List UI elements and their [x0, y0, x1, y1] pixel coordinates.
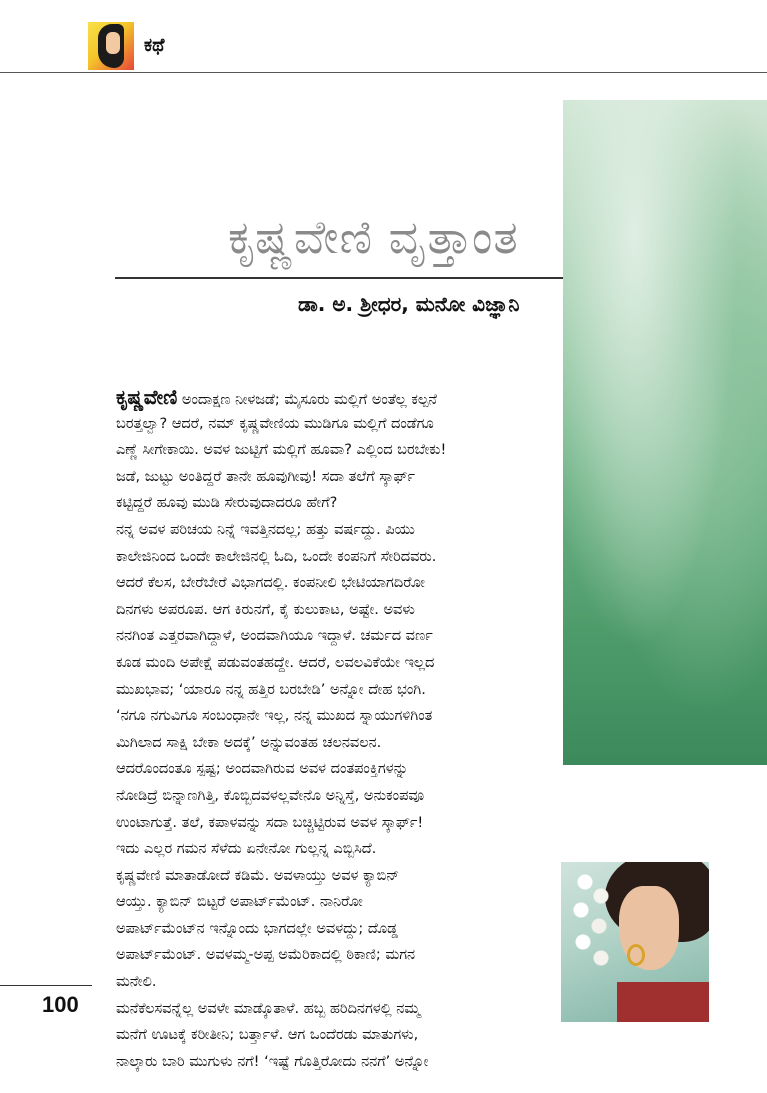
- body-line: ಜಡೆ, ಜುಟ್ಟು ಅಂತಿದ್ದರೆ ತಾನೇ ಹೂವುಗೀವು! ಸದಾ ತಲೆಗೆ ಸ್ಕಾರ್ಫ್: [116, 468, 415, 485]
- body-line: ಮಿಗಿಲಾದ ಸಾಕ್ಷಿ ಬೇಕಾ ಅದಕ್ಕೆ’ ಅನ್ನುವಂತಹ ಚಲನವಲನ.: [116, 734, 382, 751]
- decorative-green-panel: [563, 100, 767, 765]
- page-number-rule: [0, 985, 92, 986]
- body-line: ನನ್ನ ಅವಳ ಪರಿಚಯ ನಿನ್ನೆ ಇವತ್ತಿನದಲ್ಲ; ಹತ್ತು ವರ್ಷದ್ದು. ಪಿಯು: [116, 521, 415, 538]
- body-line: ಕೂಡ ಮಂದಿ ಅಪೇಕ್ಷೆ ಪಡುವಂತಹದ್ದೇ. ಆದರೆ, ಲವಲವಿಕೆಯೇ ಇಲ್ಲದ: [116, 654, 435, 671]
- body-line: ಇದು ಎಲ್ಲರ ಗಮನ ಸೆಳೆದು ಏನೇನೋ ಗುಲ್ಲನ್ನ ಎಬ್ಬಿಸಿದೆ.: [116, 841, 377, 858]
- section-label: ಕಥೆ: [144, 35, 165, 56]
- body-line: ಉಂಟಾಗುತ್ತೆ. ತಲೆ, ಕಪಾಳವನ್ನು ಸದಾ ಬಚ್ಚಿಟ್ಟಿರುವ ಅವಳ ಸ್ಕಾರ್ಫ್!: [116, 814, 424, 831]
- body-line: ಅಪಾರ್ಟ್‌ಮೆಂಟ್. ಅವಳಮ್ಮ-ಅಪ್ಪ ಅಮೆರಿಕಾದಲ್ಲಿ ಠಿಕಾಣಿ; ಮಗನ: [116, 947, 416, 964]
- body-line: ಮನೆಕೆಲಸವನ್ನೆಲ್ಲ ಅವಳೇ ಮಾಡ್ಕೊತಾಳೆ. ಹಬ್ಬ ಹರಿದಿನಗಳಲ್ಲಿ ನಮ್ಮ: [116, 1000, 421, 1017]
- body-line: ನನಗಿಂತ ಎತ್ತರವಾಗಿದ್ದಾಳೆ, ಅಂದವಾಗಿಯೂ ಇದ್ದಾಳೆ. ಚರ್ಮದ ವರ್ಣ: [116, 628, 433, 645]
- drop-word: ಕೃಷ್ಣವೇಣಿ: [116, 385, 178, 409]
- body-line: ನೋಡಿದ್ರೆ ಬಿನ್ನಾಣಗಿತ್ತಿ, ಕೊಬ್ಬಿದವಳಲ್ಲವೇನೊ ಅನ್ನಿಸ್ತೆ, ಅನುಕಂಪವೂ: [116, 787, 425, 804]
- earring: [627, 944, 645, 966]
- page-number: 100: [42, 992, 79, 1017]
- body-line: ಆಯ್ತು. ಕ್ಯಾಬಿನ್ ಬಿಟ್ಟರೆ ಅಪಾರ್ಟ್‌ಮೆಂಟ್. ನಾನಿರೋ: [116, 894, 363, 911]
- section-logo: [88, 22, 134, 70]
- body-line: ಮುಖಭಾವ; ‘ಯಾರೂ ನನ್ನ ಹತ್ತಿರ ಬರಬೇಡಿ’ ಅನ್ನೋ ದೇಹ ಭಂಗಿ.: [116, 681, 426, 698]
- article-author: ಡಾ. ಅ. ಶ್ರೀಧರ, ಮನೋ ವಿಜ್ಞಾನಿ: [298, 292, 520, 316]
- title-divider: [115, 277, 563, 279]
- article-body: [116, 384, 546, 1075]
- body-line: ಮನೆಗೆ ಊಟಕ್ಕೆ ಕರೀತೀನಿ; ಬರ್ತ್ತಾಳೆ. ಆಗ ಒಂದೆರಡು ಮಾತುಗಳು,: [116, 1027, 419, 1044]
- body-line: ಬರತ್ತಲ್ವಾ? ಆದರೆ, ನಮ್ ಕೃಷ್ಣವೇಣಿಯ ಮುಡಿಗೂ ಮಲ್ಲಿಗೆ ದಂಡೆಗೂ: [116, 415, 434, 432]
- body-line: ಕಟ್ಟಿದ್ದರೆ ಹೂವು ಮುಡಿ ಸೇರುವುದಾದರೂ ಹೇಗೆ?: [116, 495, 338, 512]
- header-divider: [0, 72, 767, 73]
- body-line: ನಾಲ್ಕಾರು ಬಾರಿ ಮುಗುಳು ನಗೆ! ‘ಇಷ್ಟೆ ಗೊತ್ತಿರೋದು ನನಗೆ’ ಅನ್ನೋ: [116, 1053, 429, 1070]
- body-line: ಕೃಷ್ಣವೇಣಿ ಅಂದಾಕ್ಷಣ ನೀಳಜಡೆ; ಮೈಸೂರು ಮಲ್ಲಿಗೆ ಅಂತೆಲ್ಲ ಕಲ್ಪನೆ: [116, 385, 438, 409]
- body-line: ಕಾಲೇಜಿನಿಂದ ಒಂದೇ ಕಾಲೇಜಿನಲ್ಲಿ ಓದಿ, ಒಂದೇ ಕಂಪನಿಗೆ ಸೇರಿದವರು.: [116, 548, 437, 565]
- body-line: ಮನೇಲಿ.: [116, 974, 157, 991]
- article-title: ಕೃಷ್ಣವೇಣಿ ವೃತ್ತಾಂತ: [228, 210, 519, 264]
- body-line: ಅಪಾರ್ಟ್‌ಮೆಂಟ್‌ನ ಇನ್ನೊಂದು ಭಾಗದಲ್ಲೇ ಅವಳದ್ದು; ದೊಡ್ಡ: [116, 920, 398, 937]
- body-line: ಆದರೊಂದಂತೂ ಸ್ಪಷ್ಟ; ಅಂದವಾಗಿರುವ ಅವಳ ದಂತಪಂಕ್ತಿಗಳನ್ನು: [116, 761, 409, 778]
- body-line: ಆದರೆ ಕೆಲಸ, ಬೇರೆಬೇರೆ ವಿಭಾಗದಲ್ಲಿ. ಕಂಪನೀಲಿ ಭೇಟಿಯಾಗದಿರೋ: [116, 575, 425, 592]
- body-line: ಕೃಷ್ಣವೇಣಿ ಮಾತಾಡೋದೆ ಕಡಿಮೆ. ಅವಳಾಯ್ತು ಅವಳ ಕ್ಯಾಬಿನ್: [116, 867, 400, 884]
- body-line: ದಿನಗಳು ಅಪರೂಪ. ಆಗ ಕಿರುನಗೆ, ಕೈ ಕುಲುಕಾಟ, ಅಷ್ಟೇ. ಅವಳು: [116, 601, 415, 618]
- body-line: ‘ನಗೂ ನಗುವಿಗೂ ಸಂಬಂಧಾನೇ ಇಲ್ಲ, ನನ್ನ ಮುಖದ ಸ್ನಾಯುಗಳಿಗಿಂತ: [116, 708, 433, 725]
- jasmine-flowers: [567, 870, 621, 974]
- body-line: ಎಣ್ಣೆ ಸೀಗೇಕಾಯಿ. ಅವಳ ಜುಟ್ಟಿಗೆ ಮಲ್ಲಿಗೆ ಹೂವಾ? ಎಲ್ಲಿಂದ ಬರಬೇಕು!: [116, 442, 447, 459]
- portrait-illustration: [561, 862, 709, 1022]
